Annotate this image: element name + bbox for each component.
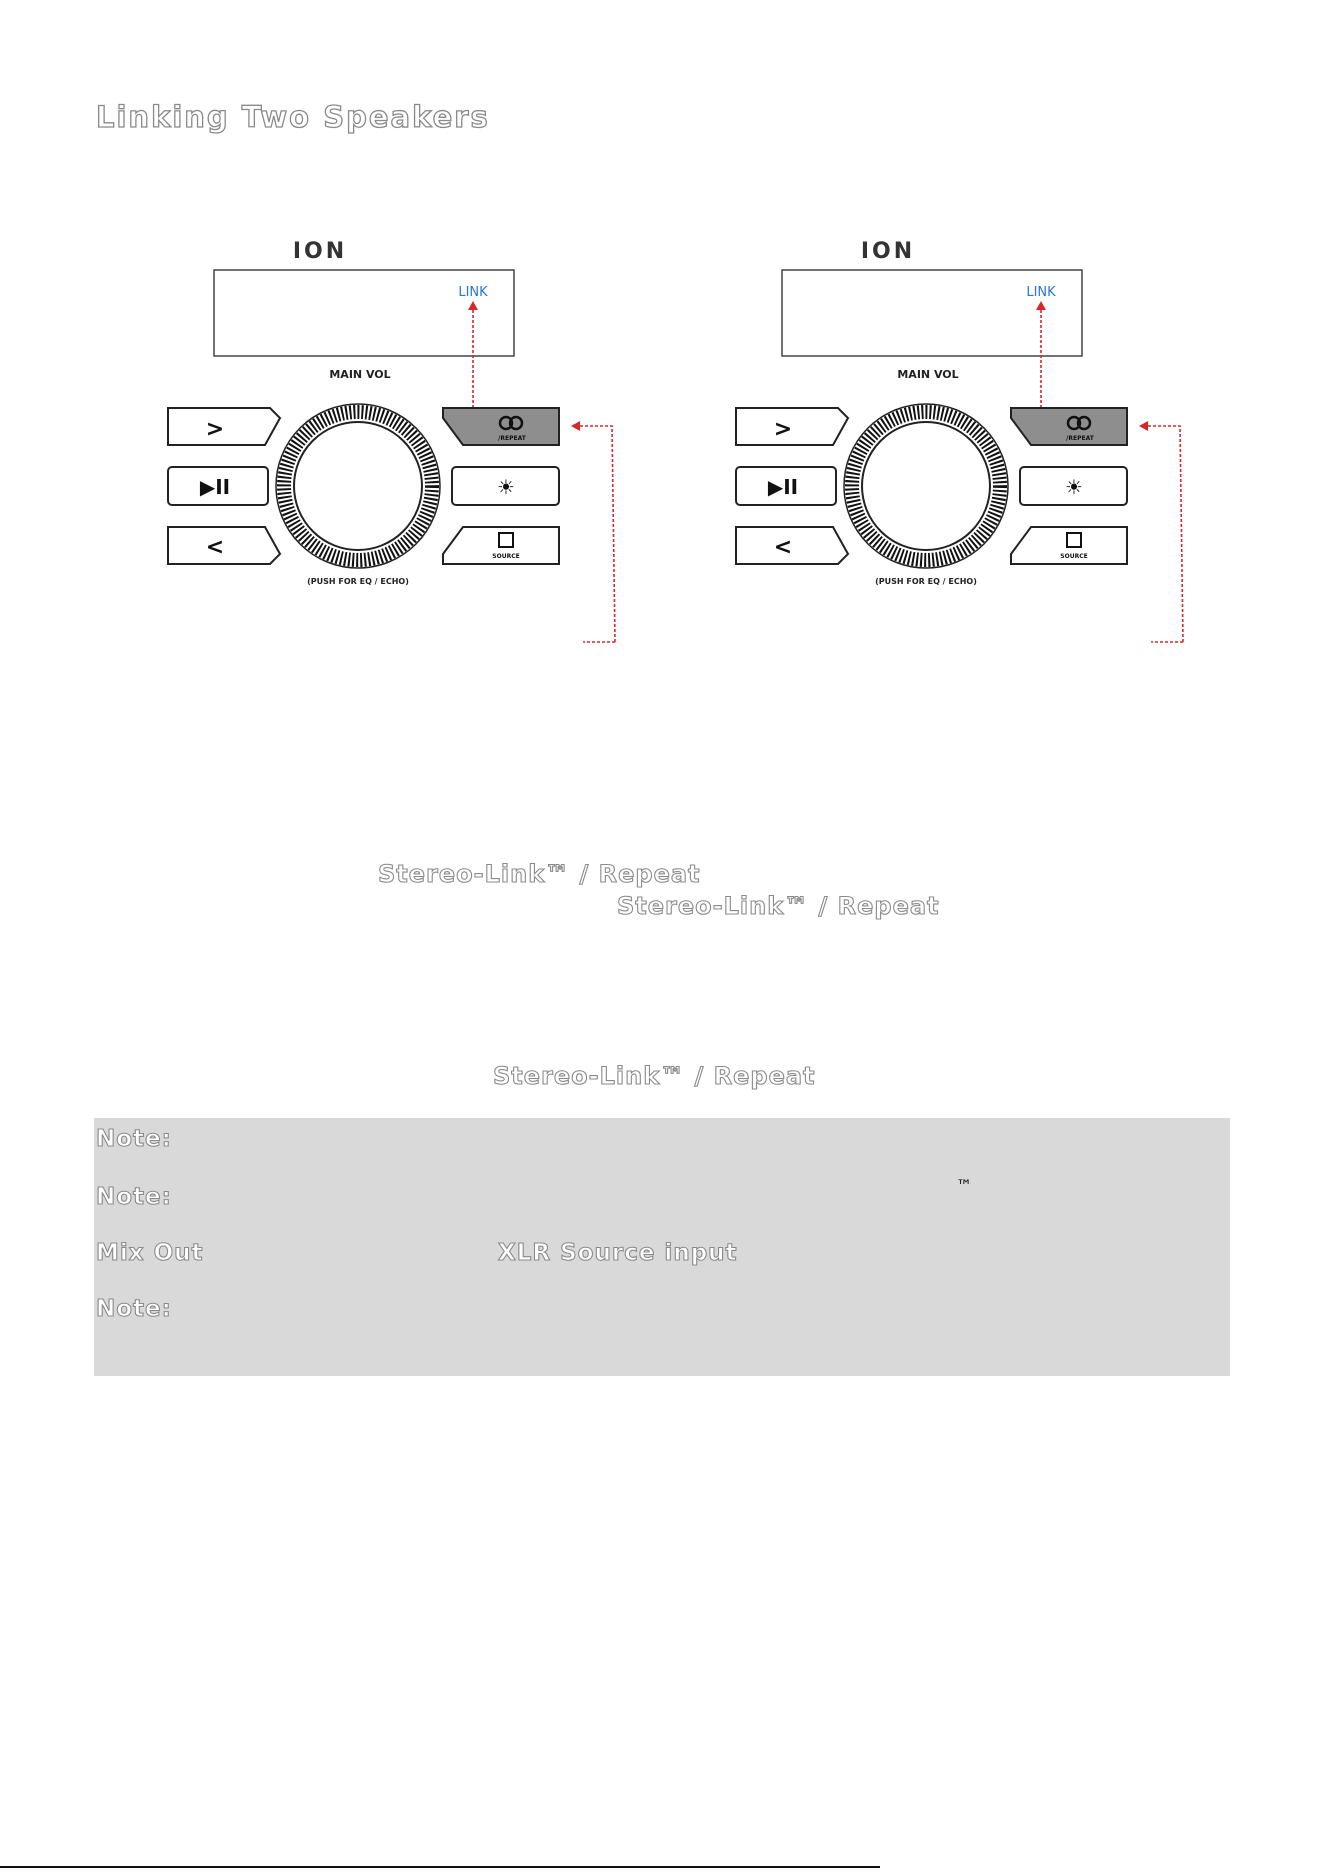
- source-caption: SOURCE: [492, 553, 520, 560]
- note-label-1: Note:: [96, 1126, 172, 1152]
- control-panel-illustration: [728, 240, 1248, 660]
- stereo-link-label-1: Stereo-Link™ / Repeat: [378, 860, 701, 888]
- press-arrow-line: [1146, 426, 1183, 642]
- mix-out-label: Mix Out: [96, 1240, 204, 1266]
- knob-caption: (PUSH FOR EQ / ECHO): [875, 577, 977, 586]
- main-vol-label: MAIN VOL: [329, 368, 391, 381]
- next-icon: >: [205, 417, 225, 442]
- stereo-link-label-2: Stereo-Link™ / Repeat: [617, 892, 940, 920]
- brand-logo: ION: [292, 240, 348, 264]
- arrow-head-icon: [571, 421, 580, 431]
- display-screen: [782, 270, 1082, 356]
- link-indicator: LINK: [1026, 285, 1056, 300]
- light-icon: ☀: [1065, 475, 1083, 499]
- knob-center: [294, 422, 422, 550]
- xlr-source-input-label: XLR Source input: [498, 1240, 738, 1266]
- control-panel-left: [160, 240, 680, 660]
- next-icon: >: [773, 417, 793, 442]
- control-panel-illustration: [160, 240, 680, 660]
- knob-caption: (PUSH FOR EQ / ECHO): [307, 577, 409, 586]
- previous-icon: <: [773, 535, 793, 560]
- source-caption: SOURCE: [1060, 553, 1088, 560]
- note-label-2: Note:: [96, 1184, 172, 1210]
- trademark-symbol: ™: [956, 1176, 972, 1195]
- page-title: Linking Two Speakers: [96, 100, 490, 134]
- main-vol-label: MAIN VOL: [897, 368, 959, 381]
- note-box: [94, 1118, 1230, 1376]
- control-panel-right: [728, 240, 1248, 660]
- display-screen: [214, 270, 514, 356]
- light-icon: ☀: [497, 475, 515, 499]
- knob-center: [862, 422, 990, 550]
- source-icon: [1067, 533, 1081, 547]
- arrow-head-icon: [1139, 421, 1148, 431]
- source-icon: [499, 533, 513, 547]
- previous-icon: <: [205, 535, 225, 560]
- note-label-3: Note:: [96, 1296, 172, 1322]
- footer-rule: [0, 1866, 880, 1868]
- play-pause-icon: ▶II: [199, 475, 231, 499]
- play-pause-icon: ▶II: [767, 475, 799, 499]
- link-indicator: LINK: [458, 285, 488, 300]
- repeat-caption: /REPEAT: [1066, 435, 1094, 442]
- repeat-caption: /REPEAT: [498, 435, 526, 442]
- press-arrow-line: [578, 426, 615, 642]
- brand-logo: ION: [860, 240, 916, 264]
- stereo-link-label-3: Stereo-Link™ / Repeat: [493, 1062, 816, 1090]
